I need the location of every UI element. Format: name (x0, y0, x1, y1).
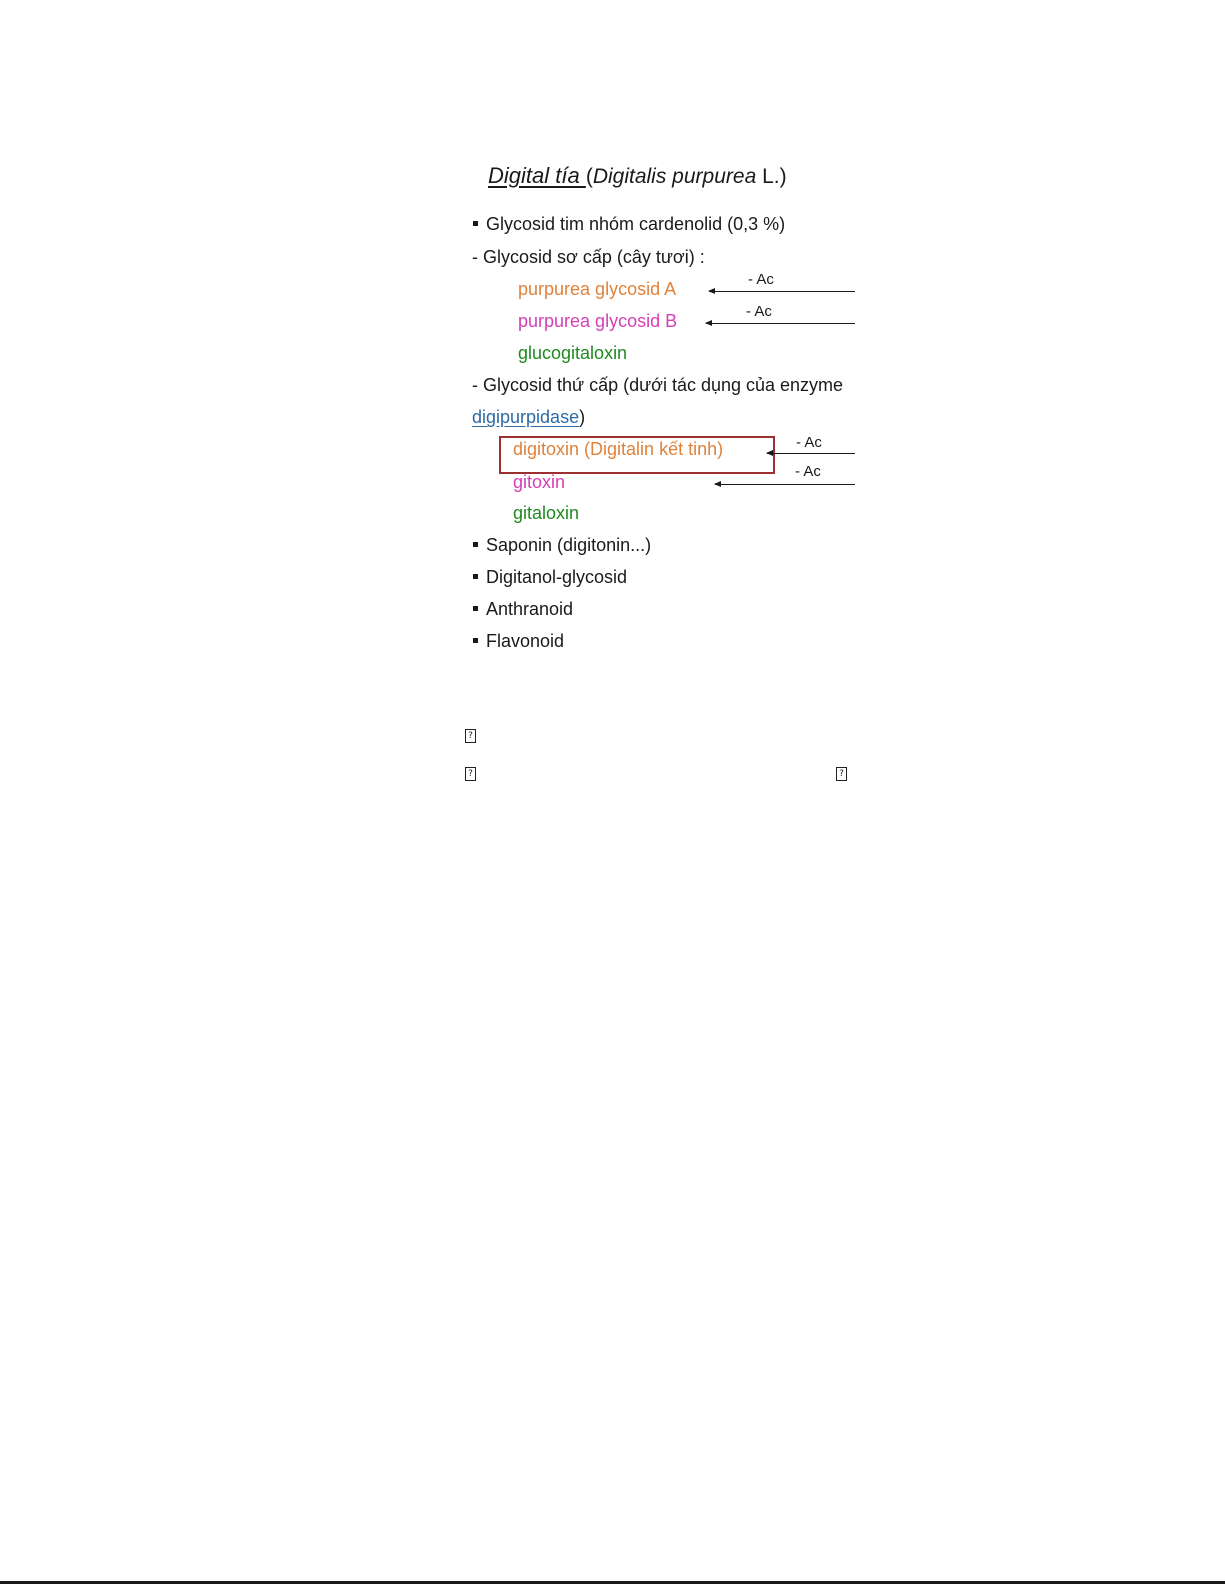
arrow-label-3: - Ac (796, 434, 822, 451)
arrow-left-icon (767, 453, 855, 454)
list-item-anthranoid: Anthranoid (473, 600, 573, 618)
item-purpurea-b: purpurea glycosid B (518, 311, 678, 331)
list-item-digitanol: Digitanol-glycosid (473, 568, 627, 586)
bullet-icon (473, 542, 478, 547)
page-title (488, 165, 787, 187)
missing-glyph-icon: ? (465, 767, 476, 781)
item-gitoxin: gitoxin (513, 472, 566, 492)
item-purpurea-a: purpurea glycosid A (518, 279, 677, 299)
secondary-glycosides-heading: - Glycosid thứ cấp (dưới tác dụng của enzyme (472, 375, 844, 395)
bullet-icon (473, 221, 478, 226)
list-item-cardenolid: Glycosid tim nhóm cardenolid (0,3 %) (473, 215, 785, 233)
bottom-rule (0, 1581, 1225, 1584)
title-common-name: Digital tía (488, 163, 586, 188)
list-item-flavonoid: Flavonoid (473, 632, 564, 650)
arrow-left-icon (709, 291, 855, 292)
list-item-saponin: Saponin (digitonin...) (473, 536, 651, 554)
arrow-left-icon (706, 323, 855, 324)
missing-glyph-icon: ? (465, 729, 476, 743)
arrow-label-2: - Ac (746, 303, 772, 320)
title-latin-name: Digitalis purpurea (592, 165, 757, 188)
primary-glycosides-heading: - Glycosid sơ cấp (cây tươi) : (472, 247, 705, 267)
enzyme-link[interactable]: digipurpidase (472, 407, 580, 427)
bullet-icon (473, 574, 478, 579)
missing-glyph-icon: ? (836, 767, 847, 781)
arrow-label-4: - Ac (795, 463, 821, 480)
title-paren-open: ( (585, 165, 593, 188)
arrow-left-icon (715, 484, 855, 485)
enzyme-line: digipurpidase) (472, 407, 586, 427)
bullet-icon (473, 638, 478, 643)
item-gitaloxin: gitaloxin (513, 503, 580, 523)
title-suffix: L.) (756, 165, 787, 188)
bullet-icon (473, 606, 478, 611)
item-digitoxin: digitoxin (Digitalin kết tinh) (513, 439, 724, 459)
arrow-label-1: - Ac (748, 271, 774, 288)
item-glucogitaloxin: glucogitaloxin (518, 343, 628, 363)
